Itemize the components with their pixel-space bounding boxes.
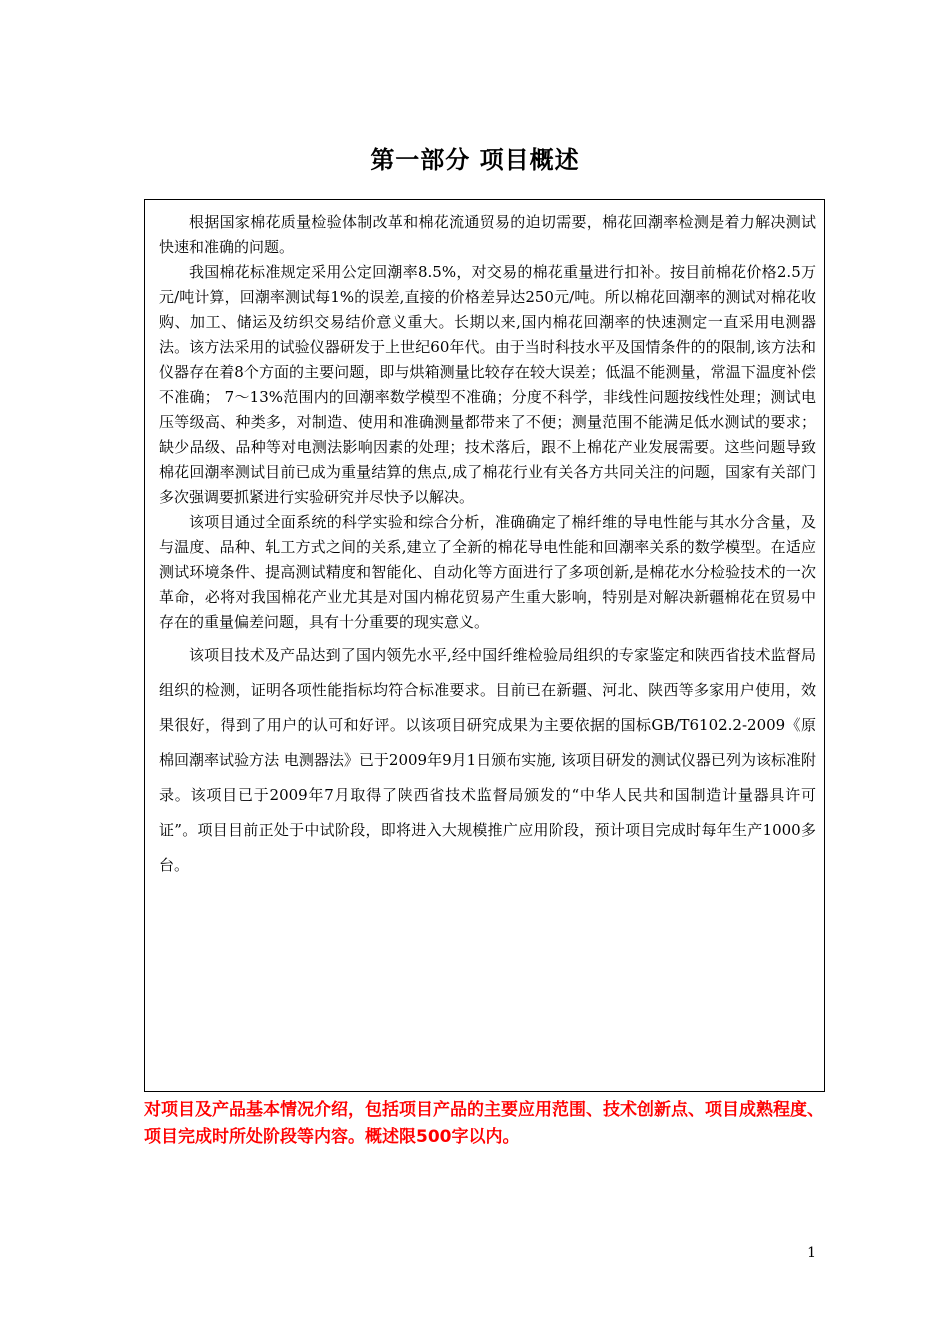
overview-paragraph-1: 根据国家棉花质量检验体制改革和棉花流通贸易的迫切需要，棉花回潮率检测是着力解决测试快速和准确的问题。 [159,213,816,256]
page-title: 第一部分 项目概述 [370,146,580,174]
overview-paragraph-2: 我国棉花标准规定采用公定回潮率8.5%，对交易的棉花重量进行扣补。按目前棉花价格2.5万元/吨计算，回潮率测试每1%的误差,直接的价格差异达250元/吨。所以棉花回潮率的测试对棉花收购、加工、储运及纺织交易结价意义重大。长期以来,国内棉花回潮率的快速测定一直采用电测器法。该方法采用的试验仪器研发于上世纪60年代。由于当时科技水平及国情条件的的限制,该方法和仪器存在着8个方面的主要问题，即与烘箱测量比较存在较大误差；低温不能测量，常温下温度补偿不准确； 7～13%范围内的回潮率数学模型不准确；分度不科学，非线性问题按线性处理；测试电压等级高、种类多，对制造、使用和准确测量都带来了不便；测量范围不能满足低水测试的要求；缺少品级、品种等对电测法影响因素的处理；技术落后，跟不上棉花产业发展需要。这些问题导致棉花回潮率测试目前已成为重量结算的焦点,成了棉花行业有关各方共同关注的问题，国家有关部门多次强调要抓紧进行实验研究并尽快予以解决。 [159,263,816,506]
overview-paragraph-4: 该项目技术及产品达到了国内领先水平,经中国纤维检验局组织的专家鉴定和陕西省技术监督局组织的检测，证明各项性能指标均符合标准要求。目前已在新疆、河北、陕西等多家用户使用，效果很好，得到了用户的认可和好评。以该项目研究成果为主要依据的国标GB/T6102.2-2009《原棉回潮率试验方法 电测器法》已于2009年9月1日颁布实施, 该项目研发的测试仪器已列为该标准附录。该项目已于2009年7月取得了陕西省技术监督局颁发的“中华人民共和国制造计量器具许可证”。项目目前正处于中试阶段，即将进入大规模推广应用阶段，预计项目完成时每年生产1000多台。 [159,646,816,874]
overview-content-box [144,199,825,1092]
overview-paragraph-3: 该项目通过全面系统的科学实验和综合分析，准确确定了棉纤维的导电性能与其水分含量，及与温度、品种、轧工方式之间的关系,建立了全新的棉花导电性能和回潮率关系的数学模型。在适应测试环境条件、提高测试精度和智能化、自动化等方面进行了多项创新,是棉花水分检验技术的一次革命，必将对我国棉花产业尤其是对国内棉花贸易产生重大影响，特别是对解决新疆棉花在贸易中存在的重量偏差问题，具有十分重要的现实意义。 [159,513,816,631]
page-number: 1 [807,1245,816,1261]
instruction-note: 对项目及产品基本情况介绍，包括项目产品的主要应用范围、技术创新点、项目成熟程度、项目完成时所处阶段等内容。概述限500字以内。 [144,1100,824,1147]
